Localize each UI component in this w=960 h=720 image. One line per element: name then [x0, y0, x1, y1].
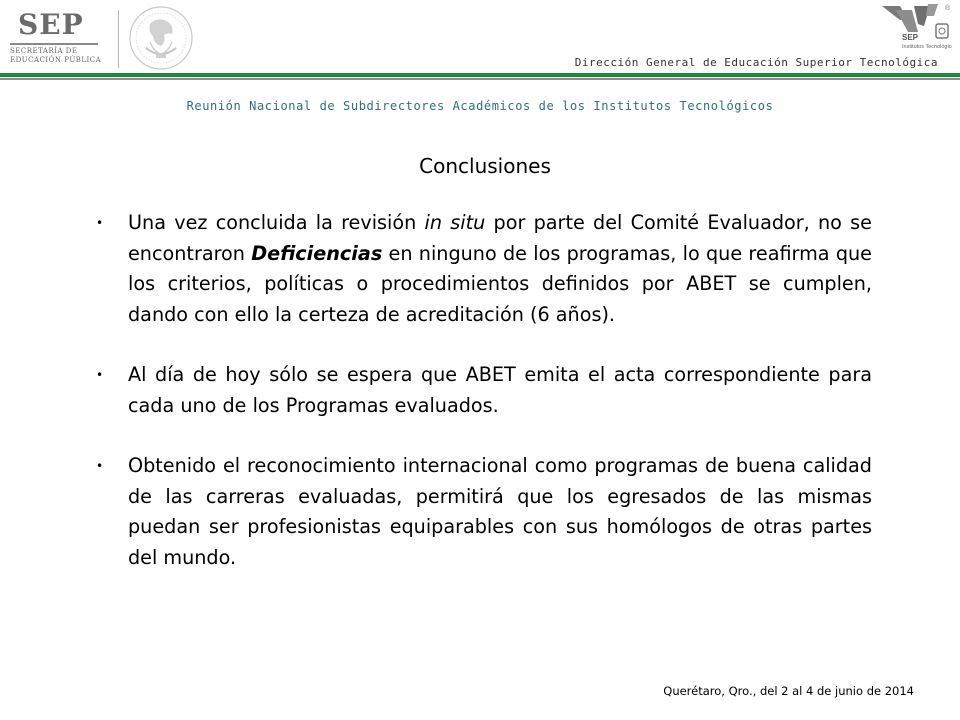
header-divider: [118, 10, 119, 68]
bullet-text: Al día de hoy sólo se espera que ABET emita el acta correspondiente para cada uno de los Programas evaluados.: [128, 363, 872, 417]
sep-logo-line2: EDUCACIÓN PÚBLICA: [10, 56, 102, 64]
text-run-bold-italic: Deficiencias: [251, 241, 383, 265]
bullet-icon: •: [96, 459, 104, 473]
sep-logo-line1: SECRETARÍA DE: [10, 47, 78, 55]
dependency-name: Dirección General de Educación Superior Tecnológica: [574, 56, 938, 69]
tecnm-logo: [878, 2, 952, 52]
footer-location-date: Querétaro, Qro., del 2 al 4 de junio de 2014: [663, 684, 914, 698]
header-green-bar: [0, 73, 960, 77]
list-item: [96, 451, 872, 573]
mexican-coat-of-arms-icon: [128, 2, 194, 74]
bullet-text: Obtenido el reconocimiento internacional como programas de buena calidad de las carreras evaluadas, permitirá que los egresados de las mismas puedan ser profesionistas equiparables con sus homólogos de otras partes del mundo.: [128, 454, 872, 569]
text-run: Una vez concluida la revisión: [128, 211, 425, 234]
list-item: [96, 208, 872, 330]
conclusions-list: [96, 208, 872, 603]
bullet-icon: •: [96, 216, 104, 230]
list-item: [96, 360, 872, 421]
slide-title: Conclusiones: [419, 154, 551, 178]
slide-header: [0, 0, 960, 80]
tecnm-logo-subtitle: Institutos Tecnológicos: [902, 44, 952, 50]
sep-logo-subtitle: [10, 47, 120, 65]
text-run-italic: in situ: [424, 211, 486, 234]
bullet-text: [128, 211, 872, 326]
tecnm-logo-icon: [878, 2, 952, 52]
bullet-icon: •: [96, 368, 104, 382]
header-gray-bar: [0, 78, 960, 80]
tecnm-logo-word: SEP: [902, 33, 919, 42]
sep-logo-word: SEP: [18, 8, 84, 41]
registered-mark: ®: [945, 5, 951, 12]
text-run: por parte del Comité Evaluador, no se encontraron: [128, 211, 872, 265]
text-run: en ninguno de los programas, lo que reafirma que los criterios, políticas o procedimientos definidos por ABET se cumplen, dando con ello la certeza de acreditación (6 años).: [128, 241, 872, 326]
meeting-title: Reunión Nacional de Subdirectores Académicos de los Institutos Tecnológicos: [186, 99, 774, 113]
sep-logo: [10, 6, 110, 66]
sep-logo-rule: [10, 43, 98, 45]
